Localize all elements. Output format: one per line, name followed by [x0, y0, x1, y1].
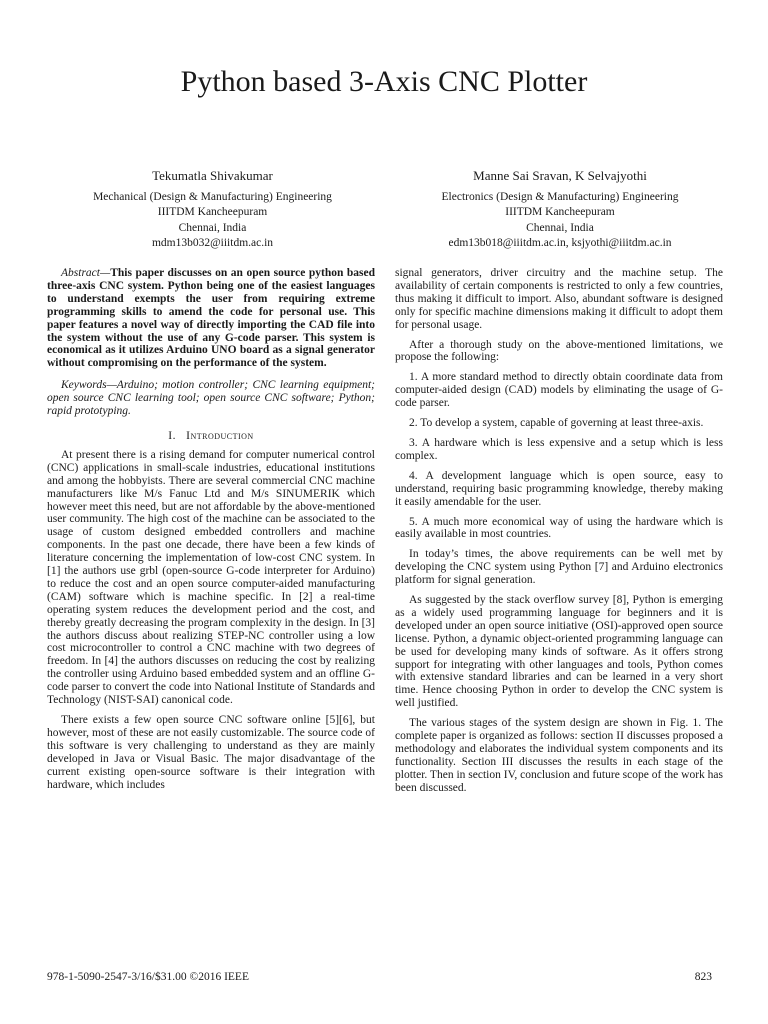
body-paragraph: At present there is a rising demand for computer numerical control (CNC) applications in small-scale industries, educational institutions and among the hobbyists. There are several commercial CNC machine manufacturers like M/s Fanuc Ltd and M/s SINUMERIK which however meet this need, but are not affordable by the above-mentioned user community. The high cost of the machine can be associated to the usage of custom designed embedded controllers and machine components. In the past one decade, there have been a few kinds of literature concerning the implementation of low-cost CNC system. In [1] the authors use grbl (open-source G-code interpreter for Arduino) to reduce the cost and an open source computer-aided manufacturing (CAM) software which is machine specific. In [2] a real-time operating system reduces the development period and the cost, and thereby greatly decreasing the program complexity in the design. In [3] the authors discuss about realizing STEP-NC controller using a low cost microcontroller to control a CNC machine with two degrees of freedom. In [4] the authors discusses on reducing the cost by realizing the controller using Arduino based embedded system and an offline G-code parser to convert the code into National Institute of Standards and Technology (NIST-SAI) canonical code.	[47, 448, 375, 707]
list-item: 4. A development language which is open source, easy to understand, requiring basic programming knowledge, thereby making it easily amendable for the user.	[395, 469, 723, 508]
body-paragraph: The various stages of the system design are shown in Fig. 1. The complete paper is organized as follows: section II discusses proposed a methodology and elaborates the individual system components and its functionality. Section III discusses the results in each stage of the plotter. Then in section IV, conclusion and future scope of the work has been discussed.	[395, 717, 723, 794]
abstract	[47, 267, 375, 370]
list-item: 3. A hardware which is less expensive and a setup which is less complex.	[395, 436, 723, 462]
left-column	[47, 267, 375, 798]
author-institute: IIITDM Kancheepuram	[157, 206, 268, 218]
author-email: edm13b018@iiitdm.ac.in, ksjyothi@iiitdm.ac.in	[448, 237, 672, 249]
body-paragraph: In today’s times, the above requirements can be well met by developing the CNC system using Python [7] and Arduino electronics platform for signal generation.	[395, 548, 723, 587]
section-title: Introduction	[186, 429, 254, 442]
author-location: Chennai, India	[178, 221, 247, 234]
paper-title: Python based 3-Axis CNC Plotter	[180, 65, 588, 98]
author-institute: IIITDM Kancheepuram	[505, 206, 615, 218]
abstract-label: Abstract—	[61, 267, 111, 279]
author-location: Chennai, India	[526, 221, 594, 234]
body-paragraph: As suggested by the stack overflow survey [8], Python is emerging as a widely used programming language for beginners and it is developed under an open source initiative (OSI)-approved open source license. Python, a dynamic object-oriented programming language can be used for developing many kinds of software. As it offers strong support for integrating with other languages and tools, Python comes with extensive standard libraries and can be learned in a very short time. Hence choosing Python in order to develop the CNC system is well justified.	[395, 594, 723, 710]
author-block-2	[390, 168, 730, 252]
right-column	[395, 267, 723, 802]
abstract-text: This paper discusses on an open source python based three-axis CNC system. Python being one of the easiest languages to understand exempts the user from requiring extreme programming skills to amend the code for personal use. This paper features a novel way of directly importing the CAD file into the system without the use of any G-code parser. This system is economical as it utilizes Arduino UNO board as a signal generator without compromising on the performance of the system.	[47, 267, 375, 370]
body-paragraph: After a thorough study on the above-mentioned limitations, we propose the following:	[395, 338, 723, 364]
author-email: mdm13b032@iiitdm.ac.in	[151, 237, 274, 249]
keywords: Keywords—Arduino; motion controller; CNC learning equipment; open source CNC learning tool; open source CNC software; Python; rapid prototyping.	[47, 379, 375, 418]
list-item: 2. To develop a system, capable of governing at least three-axis.	[409, 417, 704, 430]
page-number: 823	[694, 971, 712, 983]
author-name: Tekumatla Shivakumar	[152, 168, 273, 183]
list-item: 5. A much more economical way of using the hardware which is easily available in most countries.	[395, 515, 723, 541]
copyright-notice: 978-1-5090-2547-3/16/$31.00 ©2016 IEEE	[47, 971, 249, 983]
section-heading	[47, 430, 375, 443]
section-number: I.	[168, 429, 176, 442]
author-name: Manne Sai Sravan, K Selvajyothi	[473, 168, 647, 183]
author-block-1	[50, 168, 375, 252]
body-paragraph: There exists a few open source CNC software online [5][6], but however, most of these are not easily customizable. The source code of this software is very challenging to understand as they are mainly developed in Java or Visual Basic. The major disadvantage of the current existing open-source software is their integration with hardware, which includes	[47, 714, 375, 791]
author-department: Electronics (Design & Manufacturing) Engineering	[441, 190, 679, 203]
list-item: 1. A more standard method to directly obtain coordinate data from computer-aided design (CAD) models by eliminating the usage of G-code parser.	[395, 371, 723, 410]
body-paragraph: signal generators, driver circuitry and the machine setup. The availability of certain components is restricted to only a few countries, thus making it difficult to import. Also, abundant software is designed only for specific machine dimensions making it difficult to adopt them for personal usage.	[395, 267, 723, 331]
author-department: Mechanical (Design & Manufacturing) Engineering	[93, 190, 332, 203]
